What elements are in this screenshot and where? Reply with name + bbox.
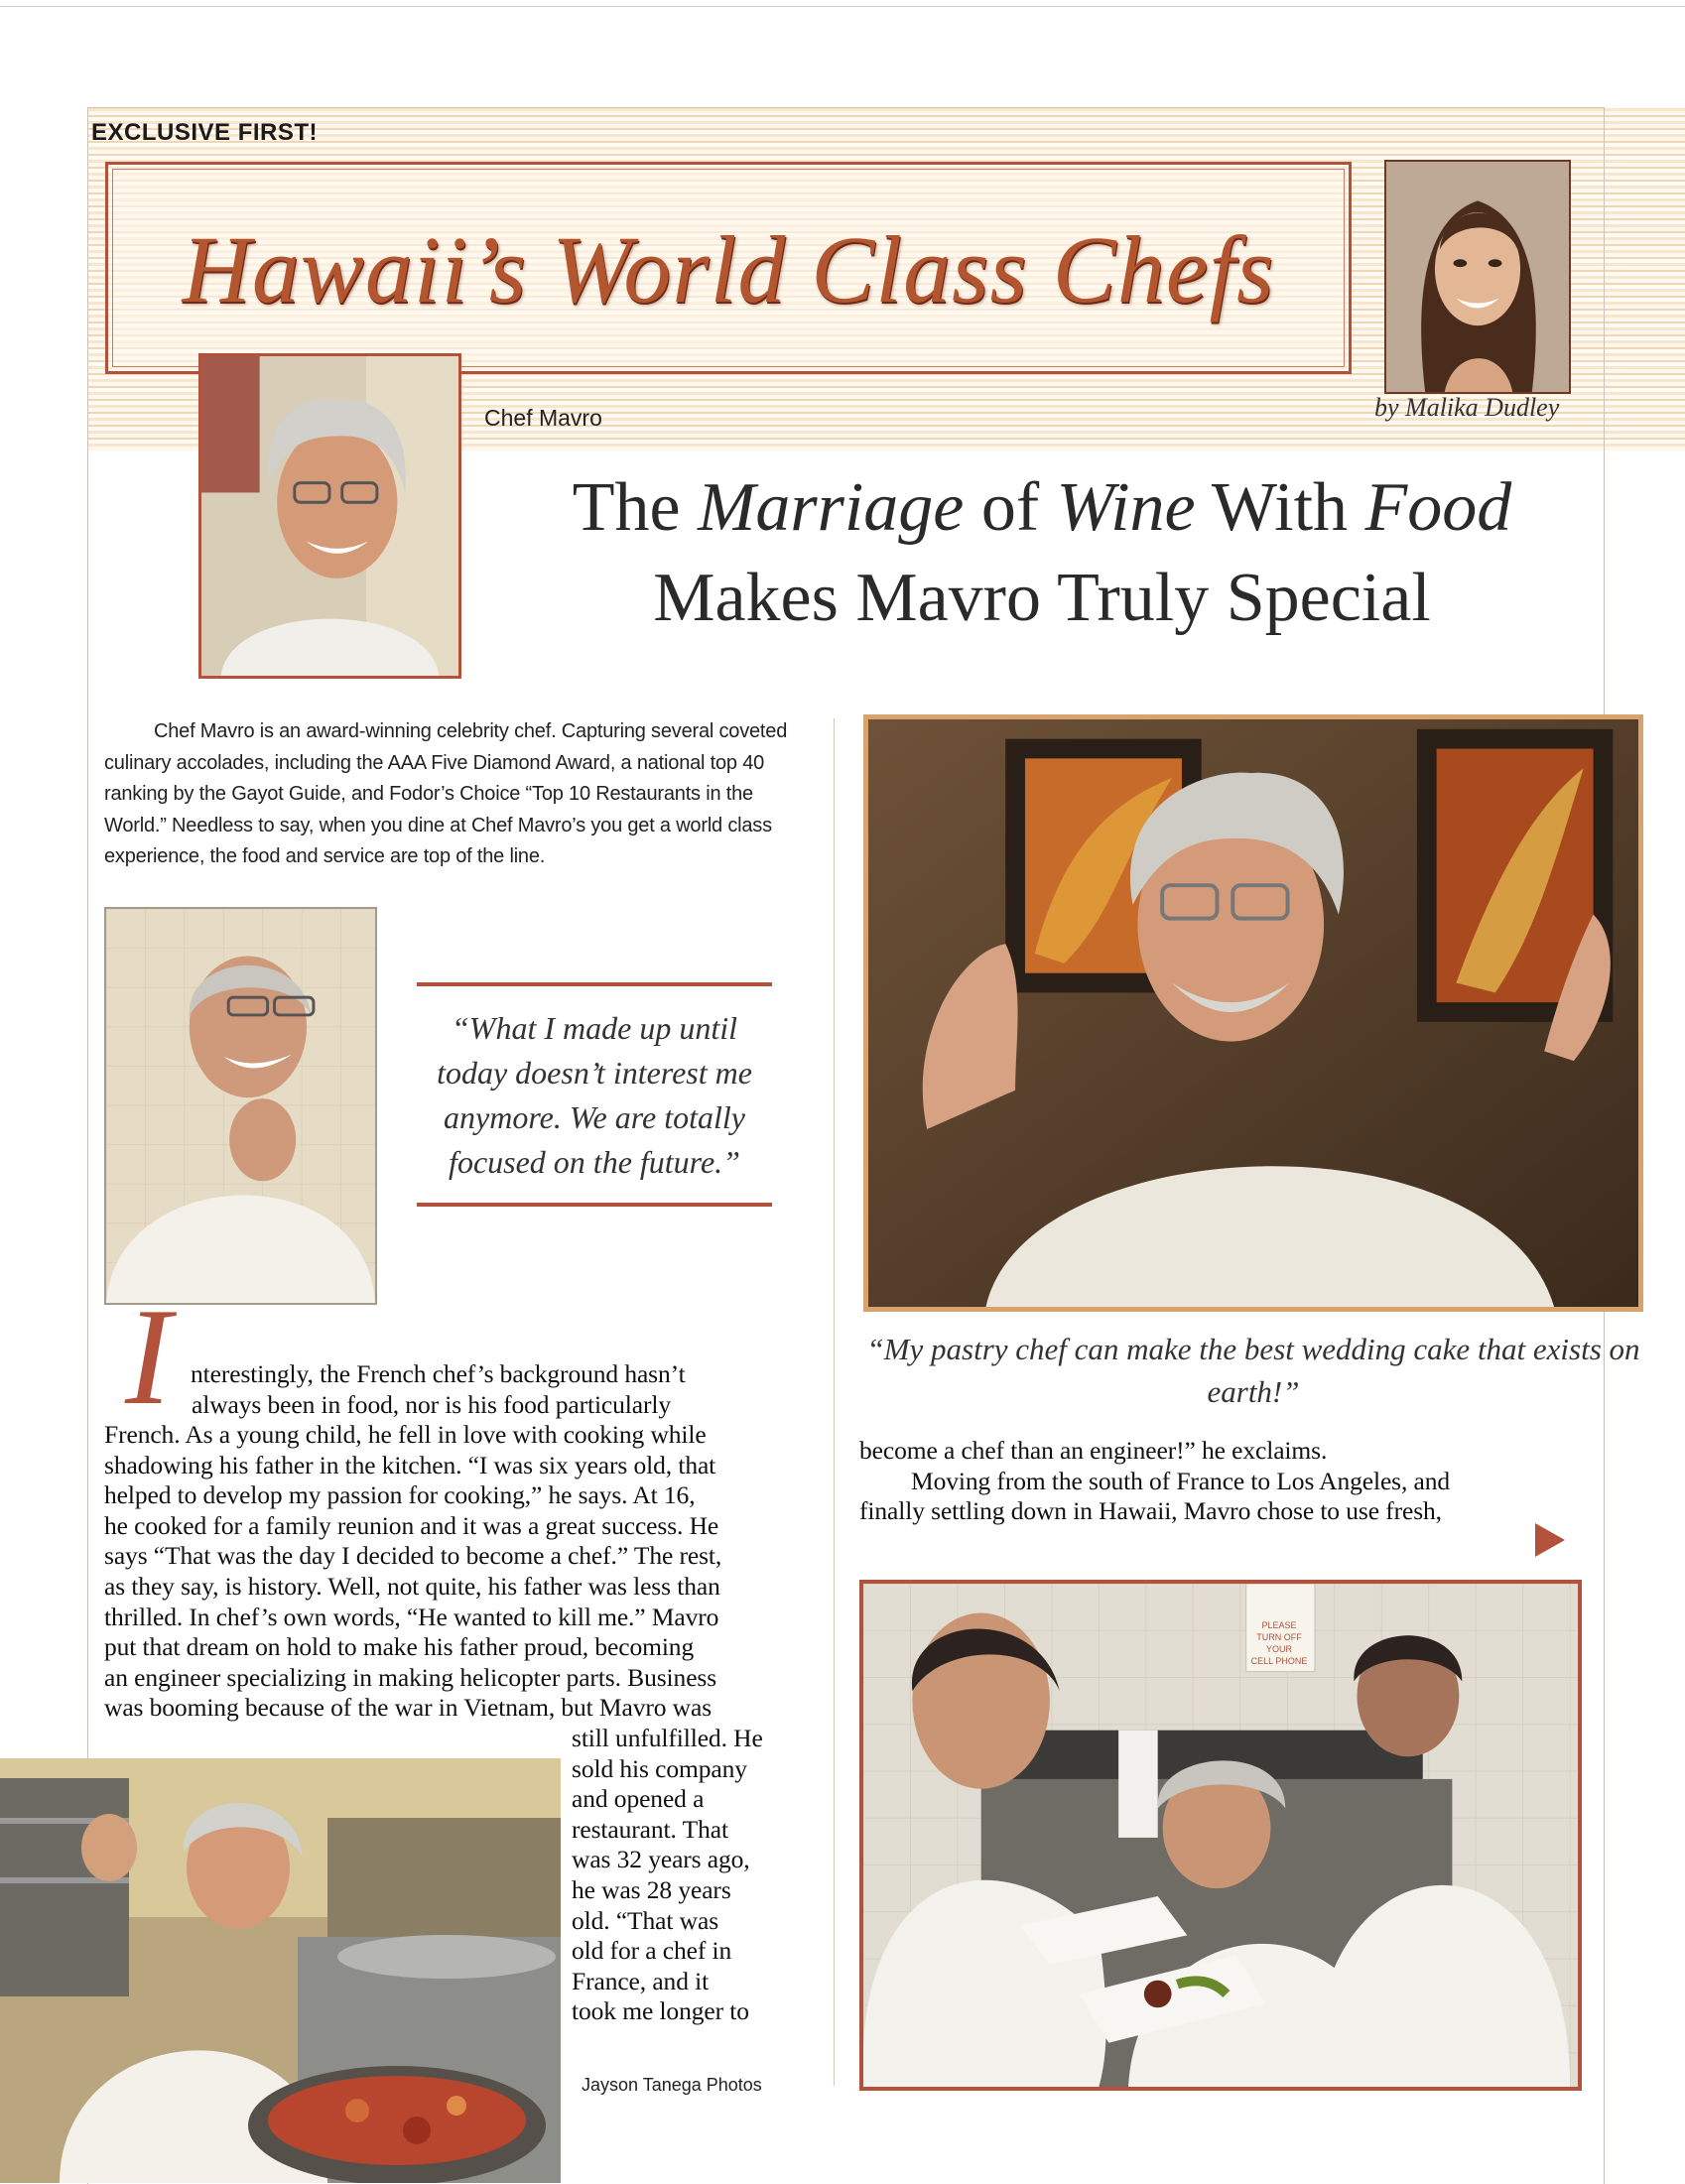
series-title: Hawaii’s World Class Chefs (182, 216, 1275, 322)
headline (476, 466, 1608, 647)
intro-paragraph: Chef Mavro is an award-winning celebrity chef. Capturing several coveted culinary accolades, including the AAA Five Diamond Award, a national top 40 ranking by the Gayot Guide, and Fodor’s Choice “Top 10 Restaurants in the World.” Needless to say, when you dine at Chef Mavro’s you get a world class experience, the food and service are top of the line. (104, 720, 788, 867)
drop-cap: I (125, 1280, 172, 1434)
chefs-plating-photo (859, 1580, 1582, 2091)
headline-word: The (572, 469, 699, 546)
series-title-box (105, 162, 1352, 374)
body-line: as they say, is history. Well, not quite, his father was less than (104, 1571, 720, 1601)
chef-cooking-photo (0, 1758, 561, 2183)
continue-arrow-icon (1535, 1523, 1565, 1557)
body-line: he cooked for a family reunion and it was a great success. He (104, 1510, 719, 1540)
chef-portrait-photo (198, 353, 461, 679)
sign-line: CELL PHONE (1250, 1656, 1308, 1666)
body-line: put that dream on hold to make his father proud, becoming (104, 1632, 695, 1662)
body-line: always been in food, nor is his food particularly (192, 1389, 672, 1419)
body-line: was 32 years ago, (572, 1845, 750, 1874)
body-line: took me longer to (572, 1996, 749, 2026)
headline-word-italic: Food (1364, 469, 1512, 546)
byline: by Malika Dudley (1374, 393, 1560, 422)
body-line: become a chef than an engineer!” he exclaims. (859, 1436, 1328, 1465)
pull-quote-rule-bottom (417, 1203, 772, 1207)
chef-gesturing-photo (863, 714, 1643, 1312)
headline-word: of (964, 469, 1057, 546)
body-line: says “That was the day I decided to become a chef.” The rest, (104, 1541, 722, 1571)
body-line: sold his company (572, 1753, 747, 1783)
body-line: finally settling down in Hawaii, Mavro chose to use fresh, (859, 1496, 1442, 1526)
body-line: nterestingly, the French chef’s background hasn’t (191, 1359, 686, 1388)
headline-word-italic: Marriage (698, 469, 965, 546)
sign-line: PLEASE (1261, 1620, 1297, 1630)
cell-phone-sign (1244, 1619, 1314, 1667)
scan-edge (0, 0, 1685, 7)
body-line: Moving from the south of France to Los Angeles, and (911, 1466, 1451, 1495)
body-full-lines (104, 1420, 721, 1724)
body-line: still unfulfilled. He (572, 1724, 763, 1752)
section-kicker: EXCLUSIVE FIRST! (91, 119, 319, 146)
body-line: old. “That was (572, 1905, 719, 1935)
headline-word: With (1195, 469, 1365, 546)
body-line: old for a chef in (572, 1936, 732, 1966)
body-narrow-lines (572, 1724, 763, 2027)
photo-credit: Jayson Tanega Photos (582, 2075, 762, 2095)
body-line: was booming because of the war in Vietnam, but Mavro was (104, 1693, 713, 1723)
pull-quote-1-text: “What I made up until today doesn’t interest me anymore. We are totally focused on the future.” (437, 1010, 752, 1180)
body-line: shadowing his father in the kitchen. “I was six years old, that (104, 1450, 716, 1479)
sign-line: YOUR (1265, 1644, 1292, 1654)
headline-line-2: Makes Mavro Truly Special (653, 560, 1431, 636)
body-line: restaurant. That (572, 1814, 728, 1844)
body-line: France, and it (572, 1966, 710, 1995)
headline-line-1 (476, 466, 1608, 550)
body-line: French. As a young child, he fell in love with cooking while (104, 1420, 707, 1449)
body-line: an engineer specializing in making helicopter parts. Business (104, 1662, 717, 1692)
author-photo (1384, 160, 1571, 394)
chef-caption: Chef Mavro (484, 405, 602, 431)
column-divider (834, 718, 835, 2086)
pull-quote-2: “My pastry chef can make the best wedding cake that exists on earth!” (866, 1332, 1640, 1409)
body-line: helped to develop my passion for cooking,” he says. At 16, (104, 1480, 696, 1510)
body-line: and opened a (572, 1784, 705, 1814)
sign-line: TURN OFF (1256, 1632, 1302, 1642)
pull-quote-1 (417, 982, 772, 1207)
body-line: thrilled. In chef’s own words, “He wanted to kill me.” Mavro (104, 1602, 719, 1631)
headline-word-italic: Wine (1056, 469, 1196, 546)
chef-laughing-photo (104, 907, 377, 1305)
body-lead-lines (191, 1359, 686, 1420)
body-right-lines (859, 1436, 1450, 1527)
body-line: he was 28 years (572, 1874, 731, 1904)
